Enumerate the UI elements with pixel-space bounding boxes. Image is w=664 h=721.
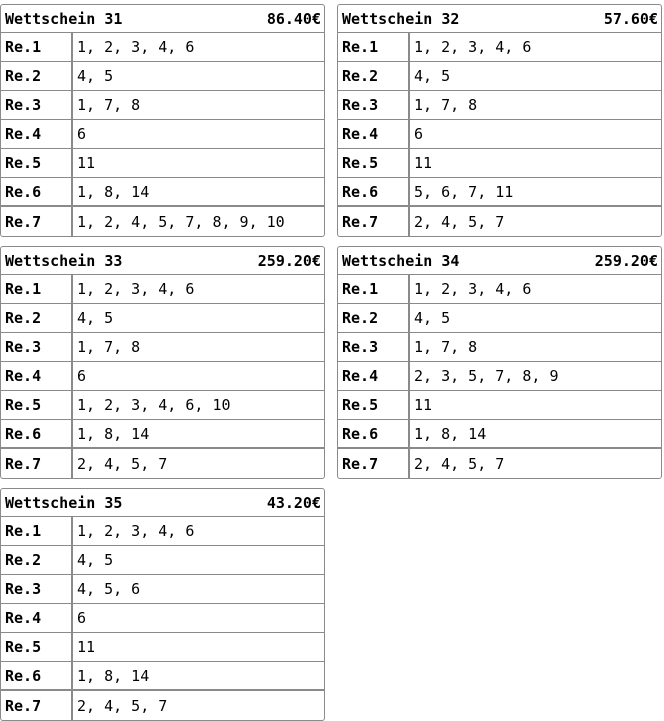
table-row <box>1 691 324 720</box>
table-row <box>1 304 324 333</box>
race-label: Re.2 <box>338 62 410 90</box>
ticket-amount: 259.20€ <box>594 251 658 270</box>
race-selection: 6 <box>77 125 87 143</box>
race-label: Re.7 <box>338 449 410 478</box>
race-selection: 1, 7, 8 <box>414 338 478 356</box>
race-selection: 6 <box>414 125 424 143</box>
race-selection: 1, 8, 14 <box>414 424 487 443</box>
table-row <box>1 333 324 362</box>
ticket-title: Wettschein 31 <box>5 9 123 28</box>
race-selection: 1, 7, 8 <box>77 338 141 356</box>
ticket-card-33 <box>0 246 325 479</box>
race-label: Re.2 <box>338 304 410 332</box>
race-label: Re.4 <box>1 362 73 390</box>
table-row <box>338 333 661 362</box>
race-label: Re.4 <box>1 604 73 632</box>
race-label: Re.3 <box>1 333 73 361</box>
race-label: Re.7 <box>1 449 73 478</box>
table-row <box>1 120 324 149</box>
race-selection: 1, 2, 3, 4, 6, 10 <box>77 396 231 414</box>
race-selection: 1, 7, 8 <box>77 96 141 114</box>
race-label: Re.5 <box>1 391 73 419</box>
table-row <box>338 149 661 178</box>
race-selection: 1, 2, 3, 4, 6 <box>77 522 195 540</box>
race-selection: 2, 4, 5, 7 <box>414 454 505 473</box>
race-selection: 1, 7, 8 <box>414 96 478 114</box>
race-selection: 11 <box>414 396 433 414</box>
race-selection: 4, 5 <box>414 309 451 327</box>
race-label: Re.2 <box>1 546 73 574</box>
race-selection: 2, 4, 5, 7 <box>414 212 505 231</box>
race-label: Re.4 <box>338 120 410 148</box>
race-label: Re.5 <box>338 149 410 177</box>
table-row <box>1 662 324 691</box>
ticket-title: Wettschein 33 <box>5 251 123 270</box>
table-row <box>1 149 324 178</box>
race-label: Re.5 <box>1 633 73 661</box>
race-selection: 1, 2, 3, 4, 6 <box>77 280 195 298</box>
race-selection: 1, 2, 3, 4, 6 <box>77 38 195 56</box>
table-row <box>338 420 661 449</box>
table-row <box>338 362 661 391</box>
race-label: Re.6 <box>1 178 73 205</box>
table-row <box>1 604 324 633</box>
race-label: Re.3 <box>1 91 73 119</box>
table-row <box>1 91 324 120</box>
ticket-card-34 <box>337 246 662 479</box>
ticket-amount: 43.20€ <box>266 493 321 512</box>
race-selection: 1, 2, 3, 4, 6 <box>414 280 532 298</box>
table-row <box>338 120 661 149</box>
race-selection: 4, 5 <box>77 309 114 327</box>
race-label: Re.1 <box>1 275 73 303</box>
race-selection: 2, 3, 5, 7, 8, 9 <box>414 367 559 385</box>
race-selection: 1, 2, 3, 4, 6 <box>414 38 532 56</box>
race-label: Re.6 <box>338 178 410 205</box>
table-row <box>1 178 324 207</box>
table-row <box>338 33 661 62</box>
race-selection: 4, 5 <box>414 67 451 85</box>
race-label: Re.7 <box>1 691 73 720</box>
ticket-amount: 57.60€ <box>603 9 658 28</box>
ticket-card-35 <box>0 488 325 721</box>
table-row <box>338 275 661 304</box>
race-selection: 4, 5 <box>77 67 114 85</box>
table-row <box>1 633 324 662</box>
race-label: Re.6 <box>1 662 73 689</box>
race-label: Re.3 <box>1 575 73 603</box>
table-row <box>1 449 324 478</box>
race-label: Re.4 <box>1 120 73 148</box>
race-label: Re.3 <box>338 333 410 361</box>
race-selection: 5, 6, 7, 11 <box>414 182 514 201</box>
table-row <box>1 33 324 62</box>
race-selection: 1, 8, 14 <box>77 424 150 443</box>
ticket-amount: 259.20€ <box>257 251 321 270</box>
race-label: Re.4 <box>338 362 410 390</box>
ticket-title: Wettschein 34 <box>342 251 460 270</box>
race-label: Re.5 <box>338 391 410 419</box>
race-label: Re.7 <box>338 207 410 236</box>
race-label: Re.2 <box>1 62 73 90</box>
table-row <box>338 62 661 91</box>
table-row <box>1 517 324 546</box>
ticket-header <box>1 247 324 275</box>
table-row <box>1 362 324 391</box>
race-selection: 11 <box>77 638 96 656</box>
race-selection: 2, 4, 5, 7 <box>77 696 168 715</box>
race-selection: 11 <box>77 154 96 172</box>
race-selection: 4, 5 <box>77 551 114 569</box>
race-selection: 1, 8, 14 <box>77 666 150 685</box>
race-label: Re.2 <box>1 304 73 332</box>
race-selection: 2, 4, 5, 7 <box>77 454 168 473</box>
table-row <box>1 275 324 304</box>
table-row <box>338 207 661 236</box>
ticket-card-32 <box>337 4 662 237</box>
table-row <box>338 178 661 207</box>
race-label: Re.6 <box>338 420 410 447</box>
table-row <box>1 62 324 91</box>
table-row <box>338 449 661 478</box>
race-selection: 11 <box>414 154 433 172</box>
race-label: Re.5 <box>1 149 73 177</box>
table-row <box>1 546 324 575</box>
table-row <box>338 304 661 333</box>
race-selection: 1, 2, 4, 5, 7, 8, 9, 10 <box>77 212 285 231</box>
table-row <box>338 91 661 120</box>
table-row <box>1 420 324 449</box>
race-label: Re.1 <box>338 33 410 61</box>
table-row <box>1 391 324 420</box>
race-selection: 6 <box>77 367 87 385</box>
race-label: Re.3 <box>338 91 410 119</box>
race-label: Re.1 <box>1 33 73 61</box>
race-selection: 4, 5, 6 <box>77 580 141 598</box>
ticket-header <box>1 489 324 517</box>
race-label: Re.6 <box>1 420 73 447</box>
table-row <box>1 575 324 604</box>
ticket-title: Wettschein 32 <box>342 9 460 28</box>
ticket-header <box>338 5 661 33</box>
table-row <box>338 391 661 420</box>
ticket-header <box>338 247 661 275</box>
race-selection: 6 <box>77 609 87 627</box>
race-label: Re.7 <box>1 207 73 236</box>
ticket-card-31 <box>0 4 325 237</box>
race-label: Re.1 <box>338 275 410 303</box>
ticket-title: Wettschein 35 <box>5 493 123 512</box>
ticket-amount: 86.40€ <box>266 9 321 28</box>
ticket-header <box>1 5 324 33</box>
race-selection: 1, 8, 14 <box>77 182 150 201</box>
table-row <box>1 207 324 236</box>
race-label: Re.1 <box>1 517 73 545</box>
